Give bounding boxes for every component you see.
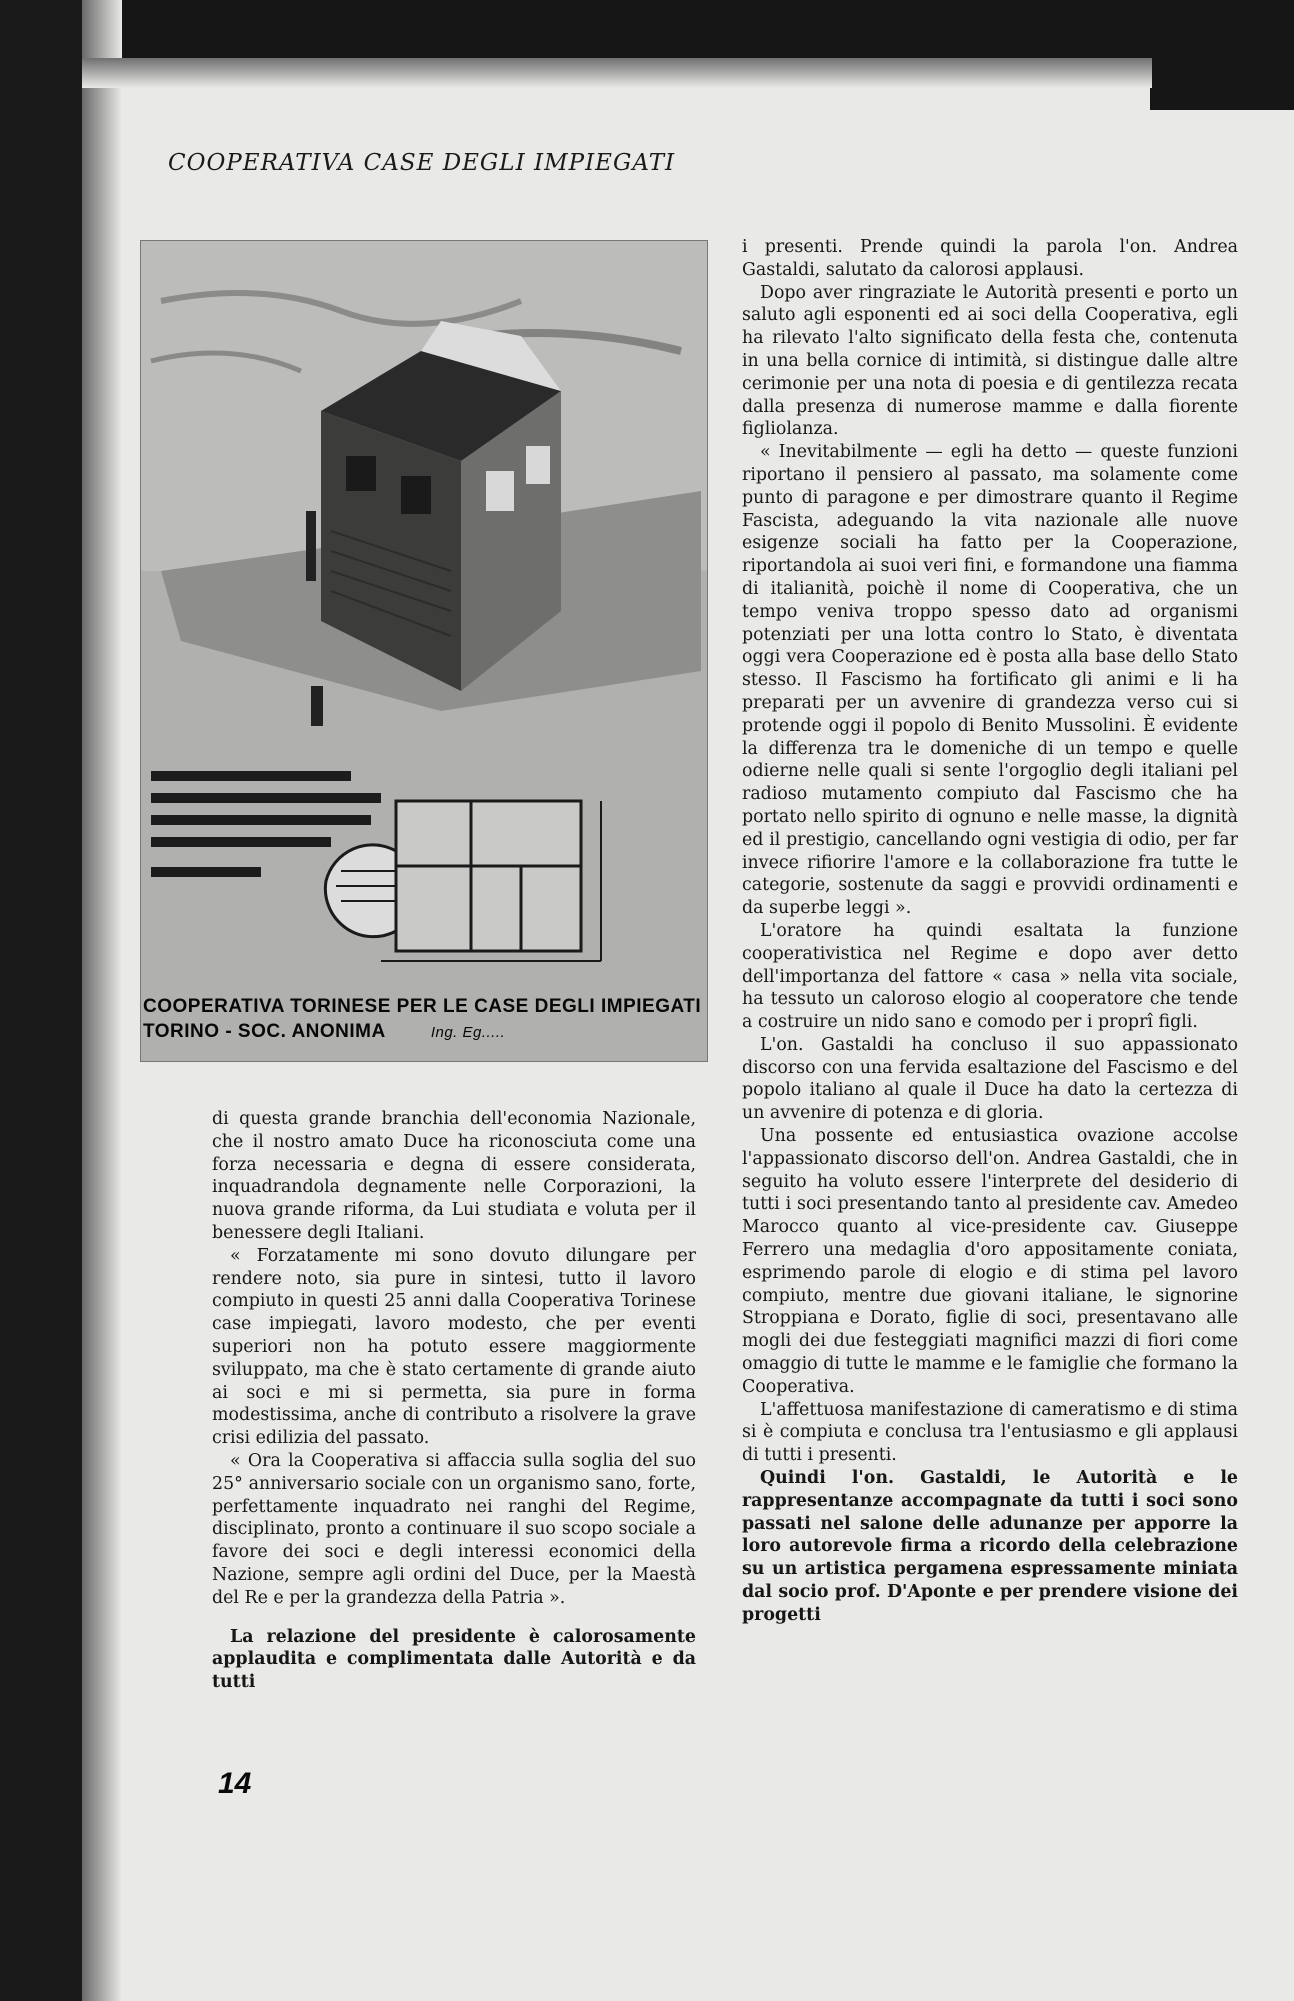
right-paragraph-1: i presenti. Prende quindi la parola l'on. Andrea Gastaldi, salutato da calorosi applausi. <box>742 237 1238 280</box>
right-paragraph-5: L'on. Gastaldi ha concluso il suo appassionato discorso con una fervida esaltazione del Fascismo e del popolo italiano al quale il Duce ha dato la certezza di un avvenire di potenza e di gloria. <box>742 1034 1238 1124</box>
right-text-column <box>742 236 1238 1627</box>
left-paragraph-2: « Forzatamente mi sono dovuto dilungare per rendere noto, sia pure in sintesi, tutto il lavoro compiuto in questi 25 anni dalla Cooperativa Torinese case impiegati, lavoro modesto, che per eventi superiori non ha potuto essere maggiormente sviluppato, ma che è stato certamente di grande aiuto ai soci e mi si permetta, sia pure in forma modestissima, anche di contributo a risolvere la grave crisi edilizia del passato. <box>212 1245 696 1449</box>
right-paragraph-4: L'oratore ha quindi esaltata la funzione cooperativistica nel Regime e dopo aver detto dell'importanza del fattore « casa » nella vita sociale, ha tessuto un caloroso elogio al cooperatore che tende a costruire un nido sano e comodo per i proprî figli. <box>742 920 1238 1033</box>
right-paragraph-6: Una possente ed entusiastica ovazione accolse l'appassionato discorso dell'on. Andrea Gastaldi, che in seguito ha voluto essere l'interprete del desiderio di tutti i soci presentando tanto al presidente cav. Amedeo Marocco quanto al vice-presidente cav. Giuseppe Ferrero una medaglia d'oro appositamente coniata, esprimendo parole di elogio e di stima pel lavoro compiuto, mentre due giovani italiane, le signorine Stroppiana e Dorato, figlie di soci, presentavano alle mogli dei due festeggiati magnifici mazzi di fiori come omaggio di tutte le mamme e le famiglie che formano la Cooperativa. <box>742 1126 1238 1397</box>
right-paragraph-8: Quindi l'on. Gastaldi, le Autorità e le rappresentanze accompagnate da tutti i soci sono passati nel salone delle adunanze per apporre la loro autorevole firma a ricordo della celebrazione su un artistica pergamena espressamente miniata dal socio prof. D'Aponte e per prendere visione dei progetti <box>742 1468 1238 1625</box>
left-paragraph-1: di questa grande branchia dell'economia Nazionale, che il nostro amato Duce ha riconosciuta come una forza necessaria e degna di essere considerata, inquadrandola degnamente nelle Corporazioni, la nuova grande riforma, da Lui studiata e voluta per il benessere degli Italiani. <box>212 1109 696 1243</box>
running-header: COOPERATIVA CASE DEGLI IMPIEGATI <box>168 150 676 176</box>
right-paragraph-7: L'affettuosa manifestazione di cameratismo e di stima si è compiuta e conclusa tra l'entusiasmo e gli applausi di tutti i presenti. <box>742 1399 1238 1466</box>
page-number: 14 <box>218 1767 252 1800</box>
right-paragraph-3: « Inevitabilmente — egli ha detto — queste funzioni riportano il pensiero al passato, ma solamente come punto di paragone e per dimostrare quanto il Regime Fascista, adeguando la vita nazionale alle nuove esigenze sociali ha fatto per la Cooperazione, riportandola ai suoi veri fini, e formandone una fiamma di italianità, poichè il nome di Cooperativa, che un tempo veniva troppo spesso dato ad organismi potenziati per una lotta contro lo Stato, è diventata oggi vera Cooperazione ed è posta alla base dello Stato stesso. Il Fascismo ha fortificato gli animi e li ha preparati per un avvenire di grandezza verso cui si protende oggi il popolo di Benito Mussolini. È evidente la differenza tra le domeniche di un tempo e quelle odierne nelle quali si sente l'orgoglio degli italiani pel radioso mutamento compiuto dal Fascismo che ha portato nello spirito di ognuno e nelle masse, la dignità ed il prestigio, cancellando ogni vestigia di odio, per far invece rifiorire l'amore e la collaborazione fra tutte le categorie, sostenute da saggi e provvidi ordinamenti e da superbe leggi ». <box>742 442 1238 919</box>
drawing-caption-line-1: COOPERATIVA TORINESE PER LE CASE DEGLI IMPIEGATI <box>143 996 702 1017</box>
left-text-column <box>212 1108 696 1694</box>
house-illustration <box>141 241 707 1061</box>
architectural-drawing <box>140 240 708 1062</box>
scan-border-top <box>0 0 1294 58</box>
scan-shadow-left <box>82 0 122 2001</box>
left-paragraph-3: « Ora la Cooperativa si affaccia sulla soglia del suo 25° anniversario sociale con un organismo sano, forte, perfettamente inquadrato nei ranghi del Regime, disciplinato, pronto a continuare il suo scopo sociale a favore dei soci e degli interessi economici della Nazione, sempre agli ordini del Duce, per la Maestà del Re e per la grandezza della Patria ». <box>212 1450 696 1608</box>
drawing-caption-company: TORINO - SOC. ANONIMA <box>143 1021 386 1042</box>
right-paragraph-2: Dopo aver ringraziate le Autorità presenti e porto un saluto agli esponenti ed ai soci della Cooperativa, egli ha rilevato l'alto significato della festa che, contenuta in una bella cornice di intimità, si distingue dalle altre cerimonie per una nota di poesia e di gentilezza recata dalla presenza di numerose mamme e dalla fiorente figliolanza. <box>742 282 1238 440</box>
drawing-signature: Ing. Eg..... <box>430 1024 506 1041</box>
scan-border-top-right <box>1150 58 1294 110</box>
left-paragraph-4: La relazione del presidente è calorosamente applaudita e complimentata dalle Autorità e da tutti <box>212 1626 696 1693</box>
scan-border-left <box>0 0 82 2001</box>
scan-shadow-top <box>82 58 1152 88</box>
drawing-caption-line-2 <box>143 1021 703 1043</box>
